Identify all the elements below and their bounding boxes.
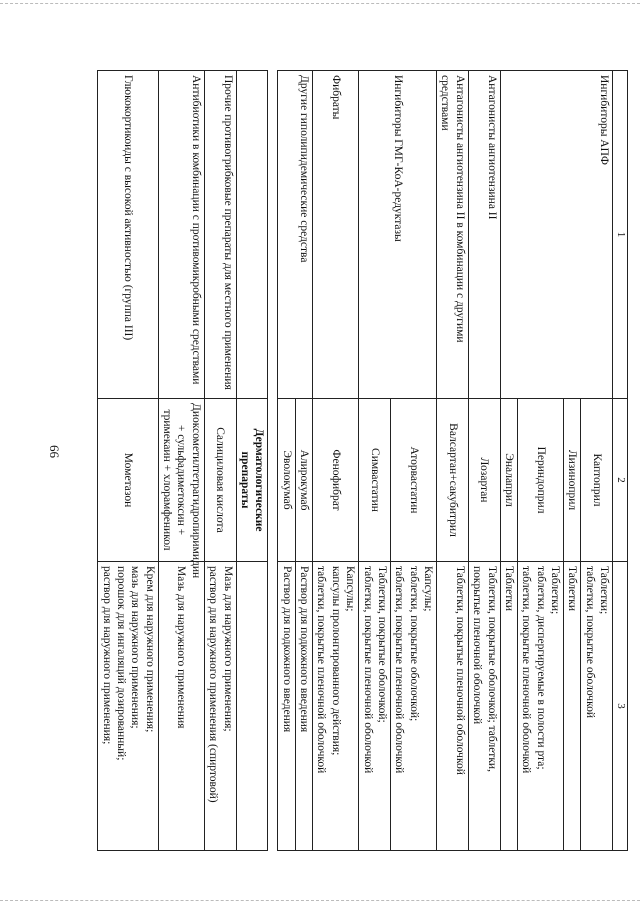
dosage-form-line: Мазь для наружного применения (175, 566, 188, 729)
group-name: Ингибиторы АПФ (500, 71, 613, 399)
drug-name: Салициловая кислота (204, 399, 236, 562)
group-name: Антагонисты ангиотензина II (468, 71, 500, 399)
dosage-form-line: таблетки, покрытые пленочной оболочкой (315, 566, 328, 774)
drug-name: Эволокумаб (278, 399, 295, 562)
header-col-3: 3 (613, 562, 628, 851)
dosage-form-line: Таблетки, покрытые пленочной оболочкой (453, 566, 466, 775)
drug-name: Валсартан+сакубитрил (437, 399, 469, 562)
section-heading: Дерматологические препараты (236, 399, 268, 562)
table-row (468, 71, 500, 851)
dosage-forms (437, 562, 469, 851)
table-row (158, 71, 204, 851)
dosage-form-line: таблетки, покрытые оболочкой; (407, 566, 420, 722)
dosage-form-line: Таблетки; (598, 566, 611, 615)
group-name: Антагонисты ангиотензина II в комбинации с другими средствами (437, 71, 469, 399)
bottom-crop-line (0, 900, 640, 901)
dosage-forms (391, 562, 437, 851)
dosage-form-line: мазь для наружного применения; (129, 566, 142, 729)
drug-name: Мометазон (98, 399, 159, 562)
table-row (295, 71, 312, 851)
dosage-form-line: таблетки, покрытые пленочной оболочкой (361, 566, 374, 774)
section-empty-cell (236, 71, 268, 399)
drug-name: Лозартан (468, 399, 500, 562)
group-name: Фибраты (313, 71, 359, 399)
drug-table (97, 70, 628, 851)
dosage-form-line: таблетки, покрытые пленочной оболочкой (520, 566, 533, 774)
dosage-forms (468, 562, 500, 851)
group-name: Ингибиторы ГМГ-КоА-редуктазы (359, 71, 437, 399)
dosage-form-line: Капсулы; (344, 566, 357, 612)
dosage-form-line: Таблетки, покрытые оболочкой; таблетки, (485, 566, 498, 772)
table-row (581, 71, 613, 851)
dosage-form-line: Раствор для подкожного введения (298, 566, 311, 733)
drug-name: Алирокумаб (295, 399, 312, 562)
dosage-forms (98, 562, 159, 851)
group-name: Прочие противогрибковые препараты для местного применения (204, 71, 236, 399)
drug-name: Диоксометилтетрагидропиримидин + сульфадиметоксин + тримекаин + хлорамфеникол (158, 399, 204, 562)
header-col-1: 1 (613, 71, 628, 399)
dosage-forms (278, 562, 295, 851)
dosage-form-line: Капсулы; (422, 566, 435, 612)
dosage-forms (359, 562, 391, 851)
header-row (613, 71, 628, 851)
rotated-page-content (92, 70, 628, 850)
dosage-forms (204, 562, 236, 851)
drug-name: Аторвастатин (391, 399, 437, 562)
dosage-form-line: Раствор для подкожного введения (280, 566, 293, 733)
drug-name: Периндоприл (518, 399, 564, 562)
dosage-forms (313, 562, 359, 851)
top-crop-line (0, 3, 640, 4)
dosage-form-line: порошок для ингаляций дозированный; (115, 566, 127, 761)
section-empty-cell (236, 562, 268, 851)
group-name: Другие гиполипидемические средства (278, 71, 313, 399)
dosage-form-line: раствор для наружного применения (спиртовой) (207, 566, 220, 803)
group-name: Глюкокортикоиды с высокой активностью (группа III) (98, 71, 159, 399)
dosage-form-line: Таблетки (503, 566, 515, 612)
drug-name: Симвастатин (359, 399, 391, 562)
dosage-form-line: таблетки, покрытые пленочной оболочкой (393, 566, 406, 774)
dosage-forms (295, 562, 312, 851)
dosage-form-line: Таблетки, покрытые оболочкой; (376, 566, 388, 723)
drug-name: Каптоприл (581, 399, 613, 562)
table-row (98, 71, 159, 851)
dosage-forms (518, 562, 564, 851)
drug-name: Эналаприл (500, 399, 517, 562)
dosage-forms (581, 562, 613, 851)
section-row (236, 71, 268, 851)
table-row (204, 71, 236, 851)
dosage-form-line: таблетки, покрытые оболочкой (583, 566, 596, 718)
spacer-row (268, 71, 278, 851)
page-number: 66 (47, 445, 62, 458)
dosage-form-line: Таблетки; (549, 566, 562, 615)
group-name: Антибиотики в комбинации с противомикробными средствами (158, 71, 204, 399)
dosage-form-line: таблетки, диспергируемые в полости рта; (534, 566, 547, 770)
table-row (391, 71, 437, 851)
dosage-form-line: капсулы пролонгированного действия; (329, 566, 342, 756)
dosage-form-line: Крем для наружного применения; (143, 566, 156, 733)
dosage-form-line: Мазь для наружного применения; (221, 566, 234, 732)
dosage-forms (500, 562, 517, 851)
dosage-forms (564, 562, 581, 851)
drug-name: Лизиноприл (564, 399, 581, 562)
drug-name: Фенофибрат (313, 399, 359, 562)
table-row (313, 71, 359, 851)
table-row (437, 71, 469, 851)
dosage-form-line: Таблетки (566, 566, 579, 612)
dosage-forms (158, 562, 204, 851)
header-col-2: 2 (613, 399, 628, 562)
dosage-form-line: раствор для наружного применения; (100, 566, 113, 745)
dosage-form-line: покрытые пленочной оболочкой (471, 566, 484, 725)
